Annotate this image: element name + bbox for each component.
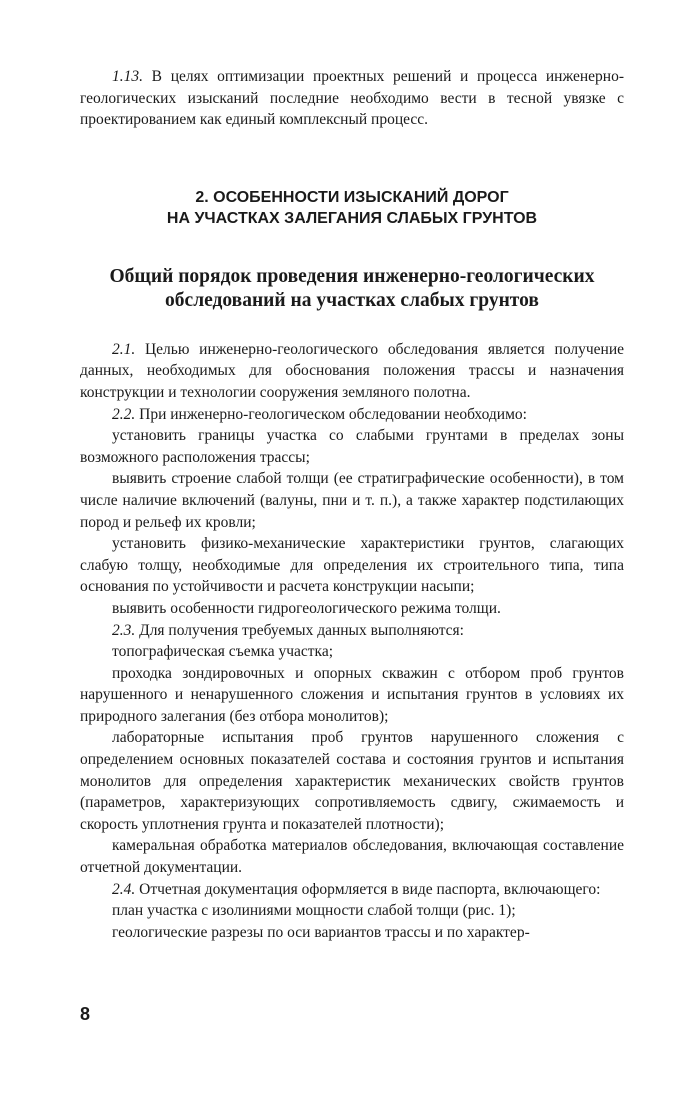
section-title-line-1: 2. ОСОБЕННОСТИ ИЗЫСКАНИЙ ДОРОГ [195,188,509,206]
paragraph-number: 2.1. [112,340,136,358]
page-number: 8 [80,1004,91,1024]
paragraph-number: 2.3. [112,621,136,639]
list-item: установить физико-механические характеристики грунтов, слагающих слабую толщу, необходимые для определения их строительного типа, типа основания по устойчивости и расчета конструкции насыпи; [80,535,624,596]
list-item: установить границы участка со слабыми грунтами в пределах зоны возможного расположения трассы; [80,427,624,466]
paragraph-text: Отчетная документация оформляется в виде паспорта, включающего: [135,880,601,898]
list-item: выявить особенности гидрогеологического режима толщи. [112,599,501,617]
paragraph-text: Для получения требуемых данных выполняются: [135,621,464,639]
list-item: выявить строение слабой толщи (ее стратиграфические особенности), в том числе наличие включений (валуны, пни и т. п.), а также характер подстилающих пород и рельеф их кровли; [80,470,624,531]
section-title [80,187,624,229]
list-item: лабораторные испытания проб грунтов нарушенного сложения с определением основных показателей состава и состояния грунтов и испытания монолитов для определения характеристик механических свойств грунтов (параметров, характеризующих сопротивляемость сдвигу, сжимаемость и скорость уплотнения грунта и показателей плотности); [80,729,624,833]
paragraph-2-1 [80,339,624,404]
paragraph-text: Целью инженерно-геологического обследования является получение данных, необходимых для обоснования положения трассы и назначения конструкции и технологии сооружения земляного полотна. [80,340,624,401]
document-page [80,66,624,943]
paragraph-2-4 [80,879,624,901]
list-item: камеральная обработка материалов обследования, включающая составление отчетной документации. [80,837,624,877]
paragraph-2-2 [80,404,624,426]
subsection-title-line-1: Общий порядок проведения инженерно-геологических [109,265,595,287]
list-item: проходка зондировочных и опорных скважин с отбором проб грунтов нарушенного и ненарушенного сложения и испытания грунтов в условиях их природного залегания (без отбора монолитов); [80,664,624,725]
list-item: план участка с изолиниями мощности слабой толщи (рис. 1); [112,902,516,920]
paragraph-text: При инженерно-геологическом обследовании необходимо: [135,405,527,423]
paragraph-2-3 [80,620,624,642]
paragraph-1-13 [80,66,624,131]
list-item: геологические разрезы по оси вариантов трассы и по характер- [112,923,530,941]
list-item: топографическая съемка участка; [112,643,334,661]
paragraph-text: В целях оптимизации проектных решений и процесса инженерно-геологических изысканий последние необходимо вести в тесной увязке с проектированием как единый комплексный процесс. [80,68,624,129]
section-title-line-2: НА УЧАСТКАХ ЗАЛЕГАНИЯ СЛАБЫХ ГРУНТОВ [166,209,538,227]
paragraph-number: 2.4. [112,880,136,898]
subsection-title [80,265,624,313]
subsection-title-line-2: обследований на участках слабых грунтов [165,289,539,311]
paragraph-number: 1.13. [112,68,143,85]
paragraph-number: 2.2. [112,405,136,423]
